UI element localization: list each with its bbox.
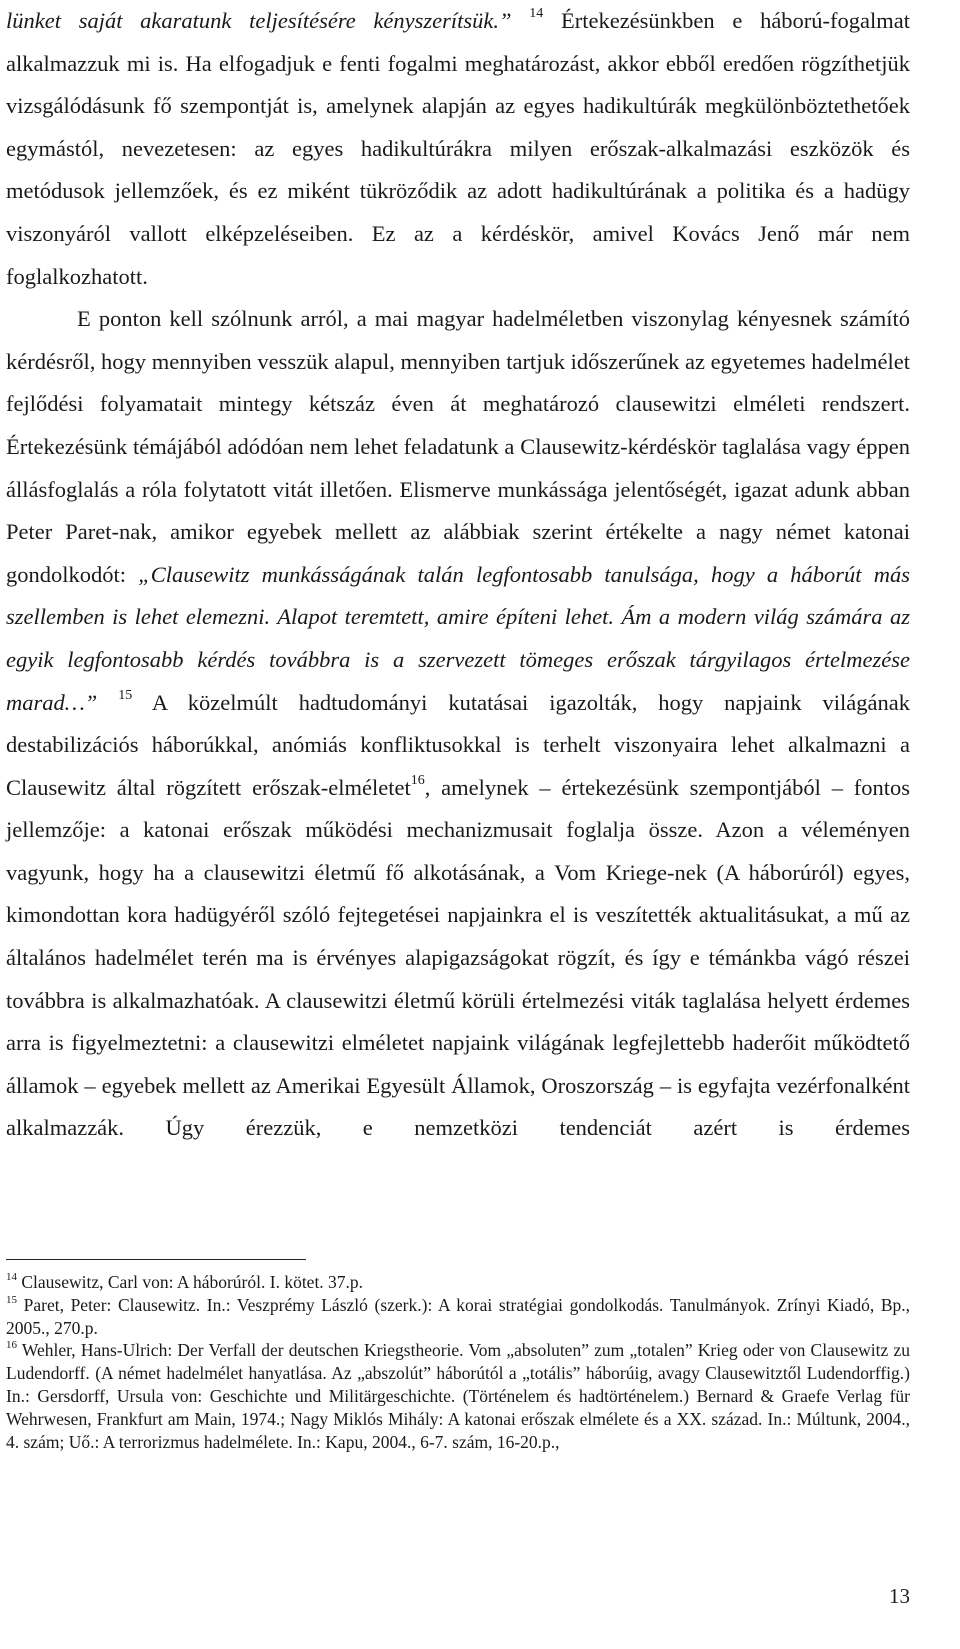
body-text [6,0,910,1150]
footnotes [6,1271,910,1453]
quote-ending: lünket saját akaratunk teljesítésére kényszerítsük.” [6,8,512,33]
footnote-text: Paret, Peter: Clausewitz. In.: Veszprémy László (szerk.): A korai stratégiai gondolkodás. Tanulmányok. Zrínyi Kiadó, Bp., 2005., 270.p. [6,1294,910,1338]
footnote-text: Clausewitz, Carl von: A háborúról. I. kötet. 37.p. [17,1272,364,1292]
paret-quote: „Clausewitz munkásságának talán legfontosabb tanulsága, hogy a háborút más szellemben is lehet elemezni. Alapot teremtett, amire építeni lehet. Ám a modern világ számára az egyik legfontosabb kérdés továbbra is a szervezett tömeges erőszak tárgyilagos értelmezése marad…” [6,561,910,715]
page-number: 13 [889,1584,910,1608]
footnote-number: 14 [6,1271,17,1283]
paragraph-2-text-a: E ponton kell szólnunk arról, a mai magyar hadelméletben viszonylag kényesnek számító kérdésről, hogy mennyiben vesszük alapul, mennyiben tartjuk időszerűnek az egyetemes hadelmélet fejlődési folyamatait mintegy kétszáz éven át meghatározó clausewitzi elméleti rendszert. Értekezésünk témájából adódóan nem lehet feladatunk a Clausewitz-kérdéskör taglalása vagy éppen állásfoglalás a róla folytatott vitát illetően. Elismerve munkássága jelentőségét, igazat adunk abban Peter Paret-nak, amikor egyebek mellett az alábbiak szerint értékelte a nagy német katonai gondolkodót: [6,306,910,587]
footnote-ref-15: 15 [118,687,133,703]
footnote-ref-14: 14 [529,6,544,21]
document-page [6,0,911,1608]
footnote-number: 15 [6,1293,17,1306]
paragraph-1-text: Értekezésünkben e háború-fogalmat alkalmazzuk mi is. Ha elfogadjuk e fenti fogalmi meghatározást, akkor ebből eredően rögzíthetjük vizsgálódásunk fő szempontját is, amelynek alapján az egyes hadikultúrák megkülönböztethetőek egymástól, nevezetesen: az egyes hadikultúrákra milyen erőszak-alkalmazási eszközök és metódusok jellemzőek, és ez miként tükröződik az adott hadikultúrának a politika és a hadügy viszonyáról vallott elképzeléseiben. Ez az a kérdéskör, amivel Kovács Jenő már nem foglalkozhatott. [6,8,911,289]
footnote-15 [6,1294,910,1340]
paragraph-2 [6,298,910,1150]
footnote-separator [6,1259,306,1260]
footnote-number: 16 [6,1339,17,1352]
paragraph-2-text-c: , amelynek – értekezésünk szempontjából – fontos jellemzője: a katonai erőszak működési mechanizmusait foglalja össze. Azon a véleményen vagyunk, hogy ha a clausewitzi életmű fő alkotásának, a Vom Kriege-nek (A háborúról) egyes, kimondottan kora hadügyéről szóló fejtegetései napjainkra el is veszítették aktualitásukat, a mű az általános hadelmélet terén ma is érvényes alapigazságokat rögzít, és így e témánkba vágó részei továbbra is alkalmazhatóak. A clausewitzi életmű körüli értelmezési viták taglalása helyett érdemes arra is figyelmeztetni: a clausewitzi elméletet napjaink világának legfejlettebb haderőit működtető államok – egyebek mellett az Amerikai Egyesült Államok, Oroszország – is egyfajta vezérfonalként alkalmazzák. Úgy érezzük, e nemzetközi tendenciát azért is érdemes [6,774,910,1141]
footnote-text: Wehler, Hans-Ulrich: Der Verfall der deutschen Kriegstheorie. Vom „absoluten” zum „totalen” Krieg oder von Clausewitz zu Ludendorff. (A német hadelmélet hanyatlása. Az „abszolút” háborútól a „totális” háborúig, avagy Clausewitztől Ludendorffig.) In.: Gersdorff, Ursula von: Geschichte und Militärgeschichte. (Történelem és hadtörténelem.) Bernard & Graefe Verlag für Wehrwesen, Frankfurt am Main, 1974.; Nagy Miklós Mihály: A katonai erőszak elmélete és a XX. század. In.: Múltunk, 2004., 4. szám; Uő.: A terrorizmus hadelmélete. In.: Kapu, 2004., 6-7. szám, 16-20.p., [6,1340,910,1452]
footnote-16 [6,1339,910,1453]
paragraph-1 [6,0,910,298]
footnote-14 [6,1271,910,1294]
footnote-ref-16: 16 [410,772,425,788]
paragraph-2-text-b: A közelmúlt hadtudományi kutatásai igazolták, hogy napjaink világának destabilizációs háborúkkal, anómiás konfliktusokkal is terhelt viszonyaira lehet alkalmazni a Clausewitz által rögzített erőszak-elméletet [6,689,911,800]
